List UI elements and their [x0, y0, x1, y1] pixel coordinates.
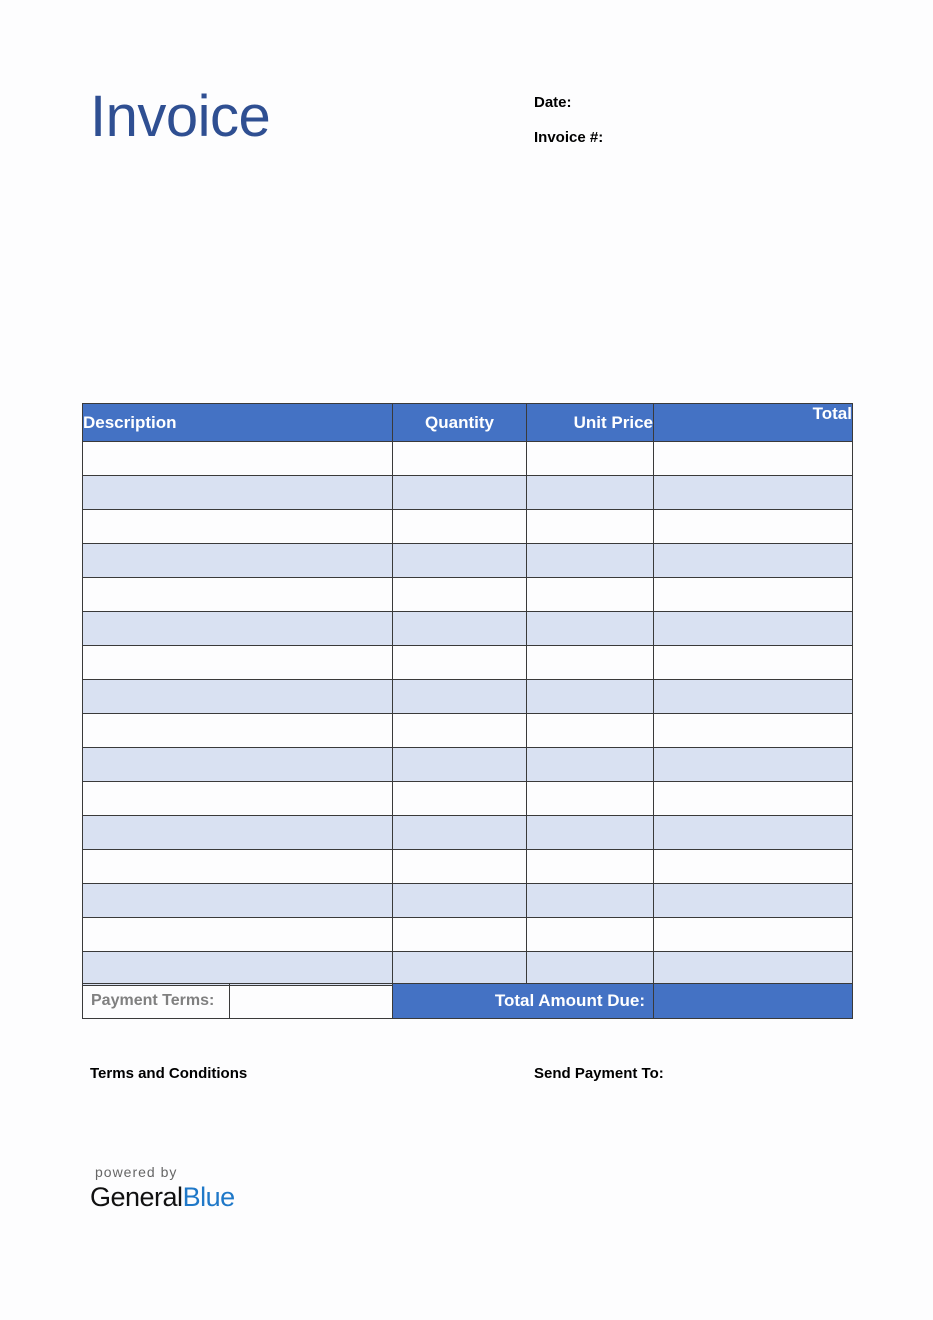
totals-row — [82, 983, 853, 1019]
description-cell[interactable] — [83, 782, 393, 816]
total-cell[interactable] — [654, 578, 853, 612]
payment-terms-label: Payment Terms: — [83, 984, 230, 1019]
column-header-unit-price: Unit Price — [527, 404, 654, 442]
quantity-cell[interactable] — [393, 544, 527, 578]
generalblue-logo — [90, 1182, 235, 1213]
quantity-cell[interactable] — [393, 578, 527, 612]
table-header-row — [83, 404, 853, 442]
description-cell[interactable] — [83, 510, 393, 544]
quantity-cell[interactable] — [393, 510, 527, 544]
total-cell[interactable] — [654, 952, 853, 986]
total-cell[interactable] — [654, 612, 853, 646]
powered-by-text: powered by — [95, 1164, 178, 1180]
table-row — [83, 884, 853, 918]
unit-price-cell[interactable] — [527, 714, 654, 748]
total-amount-due-label: Total Amount Due: — [393, 984, 654, 1019]
line-items-table — [82, 403, 853, 986]
description-cell[interactable] — [83, 442, 393, 476]
table-row — [83, 680, 853, 714]
table-row — [83, 578, 853, 612]
quantity-cell[interactable] — [393, 748, 527, 782]
unit-price-cell[interactable] — [527, 612, 654, 646]
quantity-cell[interactable] — [393, 714, 527, 748]
table-row — [83, 918, 853, 952]
quantity-cell[interactable] — [393, 612, 527, 646]
column-header-description: Description — [83, 404, 393, 442]
description-cell[interactable] — [83, 918, 393, 952]
unit-price-cell[interactable] — [527, 442, 654, 476]
unit-price-cell[interactable] — [527, 544, 654, 578]
unit-price-cell[interactable] — [527, 850, 654, 884]
table-row — [83, 612, 853, 646]
table-row — [83, 476, 853, 510]
total-cell[interactable] — [654, 442, 853, 476]
table-row — [83, 850, 853, 884]
quantity-cell[interactable] — [393, 850, 527, 884]
brand-part-general: General — [90, 1182, 183, 1212]
unit-price-cell[interactable] — [527, 578, 654, 612]
unit-price-cell[interactable] — [527, 748, 654, 782]
description-cell[interactable] — [83, 748, 393, 782]
description-cell[interactable] — [83, 544, 393, 578]
table-row — [83, 646, 853, 680]
quantity-cell[interactable] — [393, 442, 527, 476]
table-row — [83, 816, 853, 850]
unit-price-cell[interactable] — [527, 476, 654, 510]
total-cell[interactable] — [654, 816, 853, 850]
total-cell[interactable] — [654, 544, 853, 578]
quantity-cell[interactable] — [393, 918, 527, 952]
table-row — [83, 782, 853, 816]
terms-and-conditions-heading: Terms and Conditions — [90, 1065, 248, 1082]
total-cell[interactable] — [654, 510, 853, 544]
table-row — [83, 748, 853, 782]
unit-price-cell[interactable] — [527, 510, 654, 544]
total-cell[interactable] — [654, 884, 853, 918]
date-label: Date: — [534, 94, 572, 111]
quantity-cell[interactable] — [393, 952, 527, 986]
quantity-cell[interactable] — [393, 476, 527, 510]
quantity-cell[interactable] — [393, 782, 527, 816]
invoice-title: Invoice — [90, 84, 271, 149]
description-cell[interactable] — [83, 850, 393, 884]
quantity-cell[interactable] — [393, 646, 527, 680]
description-cell[interactable] — [83, 714, 393, 748]
unit-price-cell[interactable] — [527, 680, 654, 714]
total-cell[interactable] — [654, 646, 853, 680]
unit-price-cell[interactable] — [527, 646, 654, 680]
line-items-body — [83, 442, 853, 986]
table-row — [83, 510, 853, 544]
table-row — [83, 544, 853, 578]
invoice-number-label: Invoice #: — [534, 129, 604, 146]
unit-price-cell[interactable] — [527, 782, 654, 816]
total-cell[interactable] — [654, 476, 853, 510]
total-cell[interactable] — [654, 714, 853, 748]
description-cell[interactable] — [83, 816, 393, 850]
total-cell[interactable] — [654, 850, 853, 884]
table-row — [83, 952, 853, 986]
table-row — [83, 714, 853, 748]
quantity-cell[interactable] — [393, 680, 527, 714]
description-cell[interactable] — [83, 578, 393, 612]
description-cell[interactable] — [83, 612, 393, 646]
column-header-quantity: Quantity — [393, 404, 527, 442]
unit-price-cell[interactable] — [527, 952, 654, 986]
total-cell[interactable] — [654, 748, 853, 782]
total-cell[interactable] — [654, 680, 853, 714]
description-cell[interactable] — [83, 680, 393, 714]
quantity-cell[interactable] — [393, 884, 527, 918]
unit-price-cell[interactable] — [527, 918, 654, 952]
payment-terms-field[interactable] — [230, 984, 393, 1019]
description-cell[interactable] — [83, 476, 393, 510]
description-cell[interactable] — [83, 884, 393, 918]
total-cell[interactable] — [654, 918, 853, 952]
description-cell[interactable] — [83, 952, 393, 986]
total-amount-due-field[interactable] — [654, 984, 853, 1019]
quantity-cell[interactable] — [393, 816, 527, 850]
unit-price-cell[interactable] — [527, 884, 654, 918]
column-header-total: Total — [654, 404, 853, 442]
table-row — [83, 442, 853, 476]
send-payment-to-heading: Send Payment To: — [534, 1065, 664, 1082]
total-cell[interactable] — [654, 782, 853, 816]
unit-price-cell[interactable] — [527, 816, 654, 850]
brand-part-blue: Blue — [182, 1182, 235, 1212]
description-cell[interactable] — [83, 646, 393, 680]
